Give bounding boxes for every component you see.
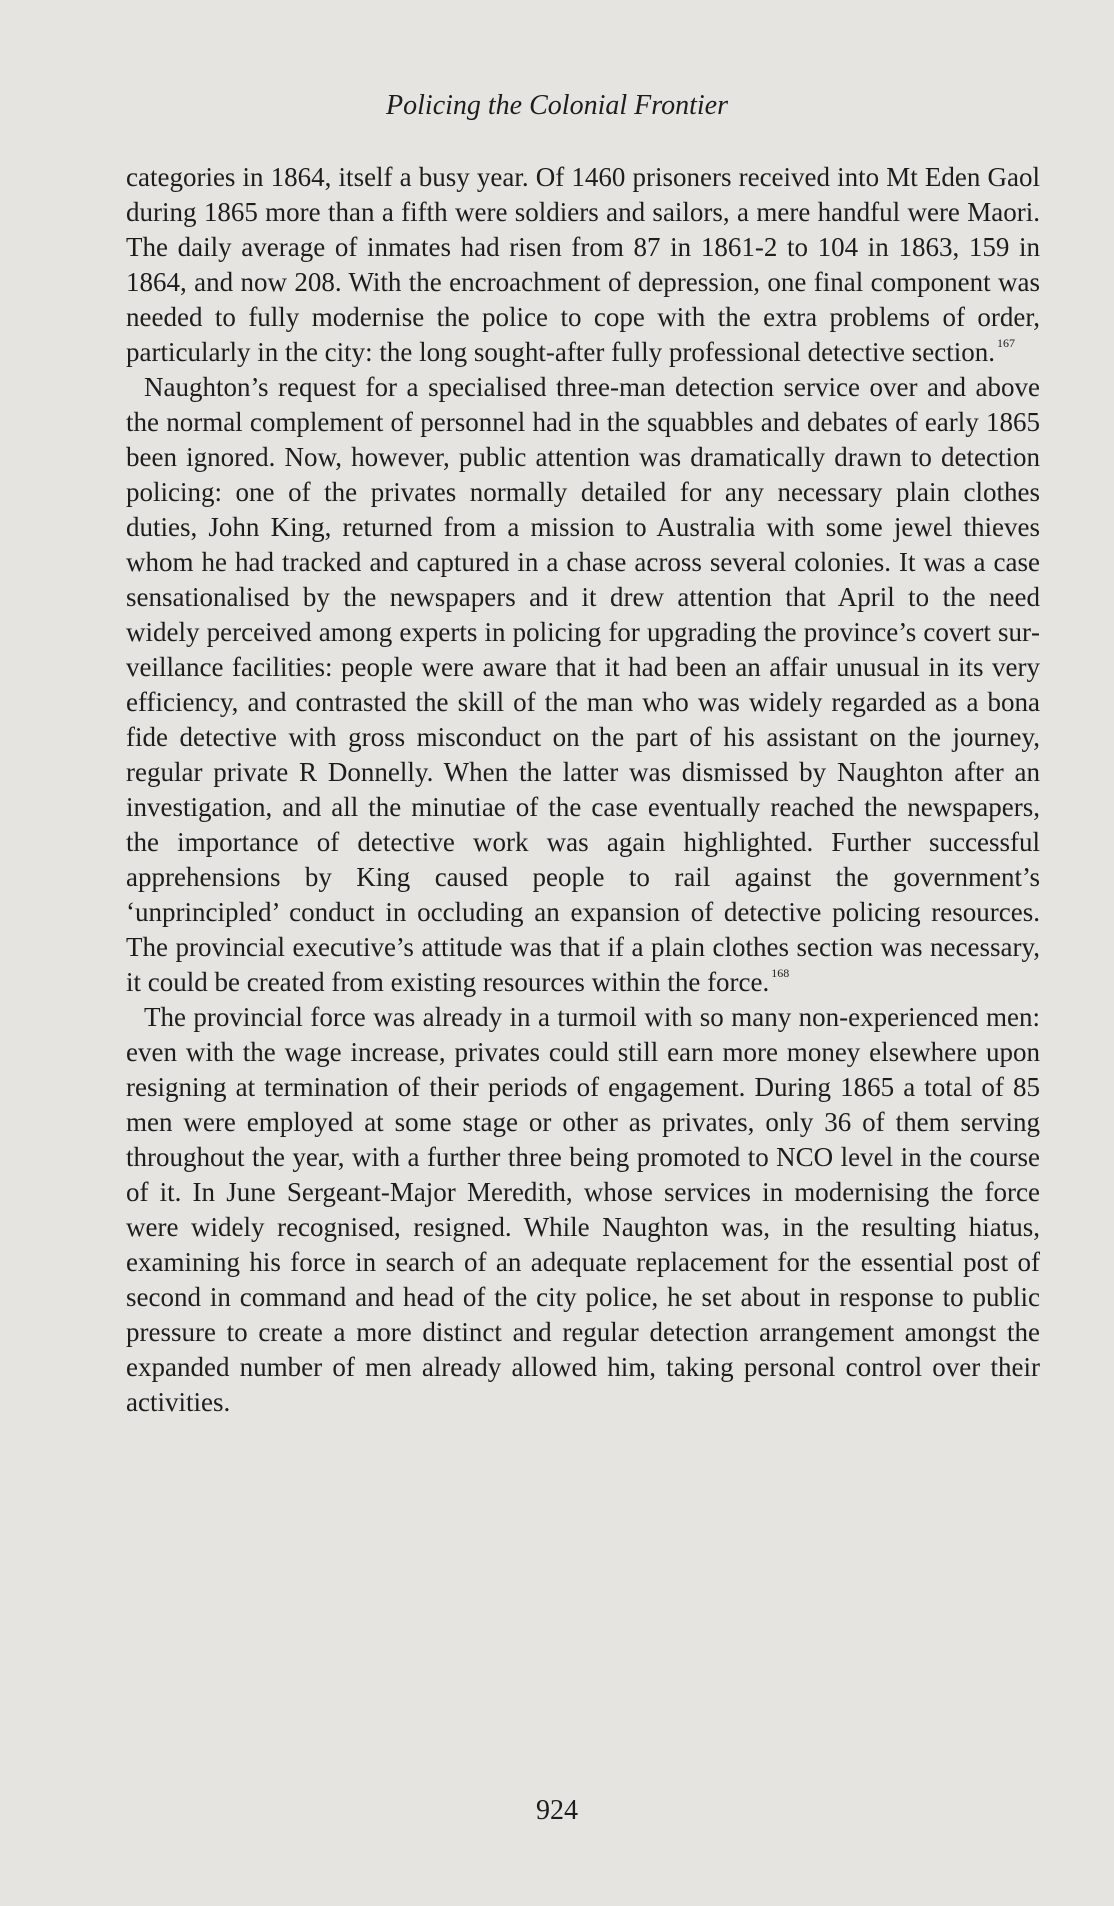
paragraph-text: categories in 1864, itself a busy year. Of 1460 prisoners received into Mt Eden Gaol during 1865 more than a fifth were soldiers and sailors, a mere handful were Maori. The daily average of inmates had risen from 87 in 1861-2 to 104 in 1863, 159 in 1864, and now 208. With the encroachment of depression, one final component was needed to fully modernise the police to cope with the extra problems of order, particularly in the city: the long sought-after fully professional detective section. — [126, 162, 1040, 367]
page-number: 924 — [536, 1795, 578, 1826]
body-text — [126, 160, 1040, 1420]
running-head-title: Policing the Colonial Frontier — [386, 90, 728, 121]
paragraph — [126, 1000, 1040, 1420]
paragraph-text: Naughton’s request for a specialised three-man detection service over and above the normal complement of personnel had in the squabbles and debates of early 1865 been ignored. Now, however, public attention was dramatically drawn to detection policing: one of the privates normally detailed for any necessary plain clothes duties, John King, returned from a mission to Australia with some jewel thieves whom he had tracked and captured in a chase across several colonies. It was a case sensationalised by the newspapers and it drew attention that April to the need widely perceived among experts in policing for upgrading the province’s covert surveillance facilities: people were aware that it had been an affair unusual in its very efficiency, and contrasted the skill of the man who was widely regarded as a bona fide detective with gross misconduct on the part of his assistant on the journey, regular private R Donnelly. When the latter was dismissed by Naughton after an investigation, and all the minutiae of the case eventually reached the newspapers, the importance of detective work was again highlighted. Further successful apprehensions by King caused people to rail against the government’s ‘unprincipled’ conduct in occluding an expansion of detective policing resources. The provincial executive’s attitude was that if a plain clothes section was necessary, it could be created from existing resources within the force. — [126, 372, 1040, 997]
paragraph — [126, 160, 1040, 370]
footnote-ref: 168 — [771, 966, 790, 980]
footnote-ref: 167 — [996, 336, 1015, 350]
paragraph-text: The provincial force was already in a turmoil with so many non-experienced men: even with the wage increase, privates could still earn more money elsewhere upon resigning at termination of their periods of engagement. During 1865 a total of 85 men were employed at some stage or other as privates, only 36 of them serving throughout the year, with a further three being promoted to NCO level in the course of it. In June Sergeant-Major Meredith, whose services in modernising the force were widely recognised, resigned. While Naughton was, in the resulting hiatus, examining his force in search of an adequate replacement for the essential post of second in command and head of the city police, he set about in response to public pressure to create a more distinct and regular detection arrangement amongst the expanded number of men already allowed him, taking personal control over their activities. — [126, 1002, 1040, 1417]
paragraph — [126, 370, 1040, 1000]
